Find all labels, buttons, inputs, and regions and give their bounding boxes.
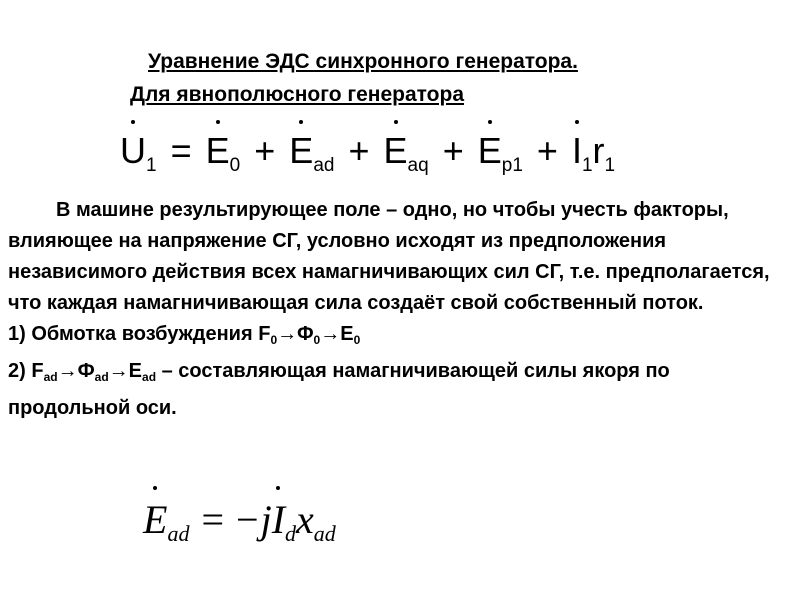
phasor-dot (216, 120, 220, 124)
term-u1: U (120, 118, 146, 184)
term-j: j (260, 497, 272, 542)
slide-title-line2: Для явнополюсного генератора (130, 83, 465, 106)
main-paragraph: В машине результирующее поле – одно, но чтобы учесть факторы, влияющее на напряжение СГ, условно исходят из предположения независимого действия всех намагничивающих сил СГ, т.е. предполагается, что каждая намагничивающая сила создаёт свой собственный поток. (8, 199, 770, 314)
body-text (8, 195, 783, 424)
phasor-dot (575, 120, 579, 124)
phasor-dot (299, 120, 303, 124)
term-eaq-subscript: aq (407, 155, 429, 176)
term-ead: E (289, 118, 313, 184)
term-id: I (272, 480, 285, 560)
item-1: 1) Обмотка возбуждения $F_0\to\Phi_0\to E_0$ (8, 323, 361, 347)
plus-sign: + (348, 130, 370, 171)
arrow-icon: → (108, 360, 129, 382)
term-x: x (296, 497, 314, 542)
equals-sign: = (201, 497, 224, 542)
term-ep1: E (478, 118, 502, 184)
x-subscript: ad (313, 521, 336, 546)
plus-sign: + (442, 130, 464, 171)
minus-sign: − (236, 497, 259, 542)
term-ep1-subscript: p1 (501, 155, 523, 176)
arrow-icon: → (277, 323, 298, 345)
term-e0: E (206, 118, 230, 184)
term-ead-subscript: ad (313, 155, 335, 176)
slide-title-line1: Уравнение ЭДС синхронного генератора. (148, 50, 578, 73)
phasor-dot (153, 486, 157, 490)
armature-emf-equation (143, 480, 336, 574)
emf-equation (120, 118, 615, 199)
arrow-icon: → (57, 360, 78, 382)
phasor-dot (131, 120, 135, 124)
equals-sign: = (170, 130, 192, 171)
phasor-dot (488, 120, 492, 124)
arrow-icon: → (320, 323, 341, 345)
lhs-subscript: ad (167, 521, 190, 546)
term-i1-subscript: 1 (581, 155, 593, 176)
term-e0-subscript: 0 (229, 155, 241, 176)
item-2: 2) $F_{ad}\to Ф_{ad}\to E_{ad}$ – составляющая намагничивающей силы якоря по продольной оси. (8, 360, 670, 419)
term-ead-lhs: E (143, 480, 167, 560)
term-u1-subscript: 1 (146, 155, 157, 176)
plus-sign: + (254, 130, 276, 171)
phasor-dot (276, 486, 280, 490)
phasor-dot (394, 120, 398, 124)
term-eaq: E (384, 118, 408, 184)
term-r-subscript: 1 (604, 155, 616, 176)
term-i1: I (572, 118, 582, 184)
id-subscript: d (285, 521, 297, 546)
plus-sign: + (536, 130, 558, 171)
term-r: r (592, 130, 605, 171)
